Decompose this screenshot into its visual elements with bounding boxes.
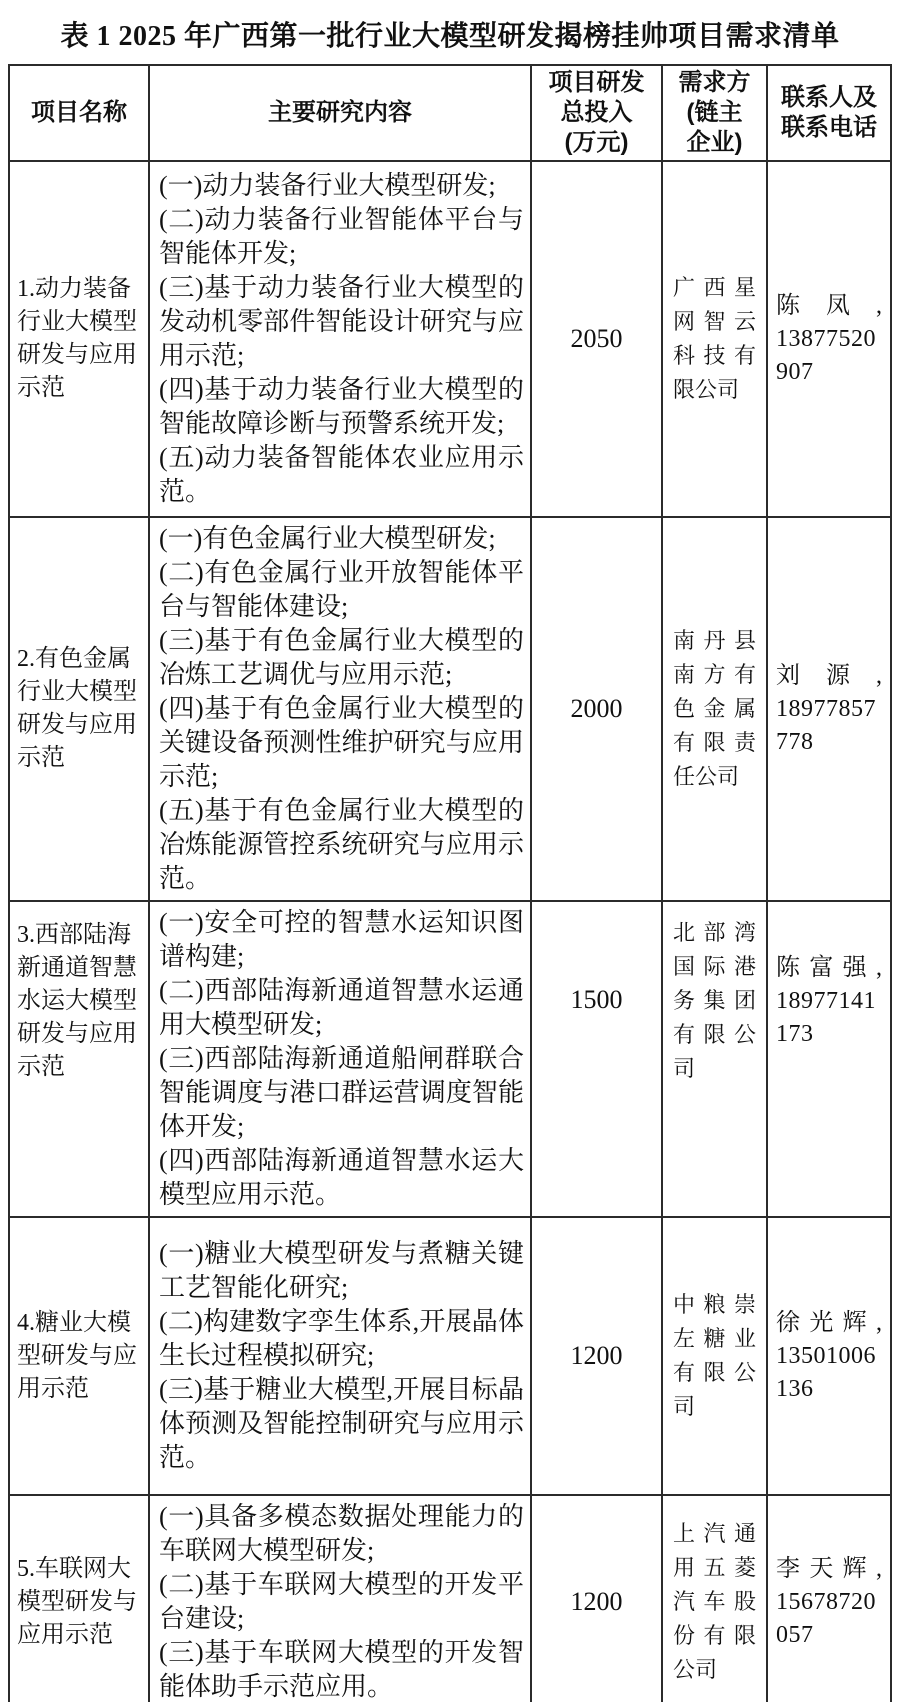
table-row [9,161,891,517]
header-contact-line: 联系人及 [781,84,877,111]
investment-cell: 2000 [531,517,662,901]
demander-cell: 北部湾国际港务集团有限公司 [662,901,767,1217]
content-item: (二)西部陆海新通道智慧水运通用大模型研发; [159,976,524,1039]
header-contact [767,65,891,161]
header-demander-line: 需求方 [678,69,751,96]
content-item: (三)基于车联网大模型的开发智能体助手示范应用。 [159,1638,524,1701]
content-item: (二)动力装备行业智能体平台与智能体开发; [159,205,524,268]
contact-name: 陈富强, [776,954,882,981]
investment-cell: 1500 [531,901,662,1217]
content-item: (三)基于有色金属行业大模型的冶炼工艺调优与应用示范; [159,626,524,689]
contact-cell [767,161,891,517]
project-name-cell: 4.糖业大模型研发与应用示范 [9,1217,149,1495]
content-item: (四)基于有色金属行业大模型的关键设备预测性维护研究与应用示范; [159,694,524,791]
header-investment-line: 项目研发 [548,69,645,96]
content-item: (一)安全可控的智慧水运知识图谱构建; [159,908,524,971]
contact-phone: 18977141173 [776,987,876,1047]
header-investment-line: 总投入 [560,99,633,126]
contact-name: 徐光辉, [776,1309,882,1336]
investment-cell: 1200 [531,1495,662,1702]
content-item: (一)具备多模态数据处理能力的车联网大模型研发; [159,1502,524,1565]
research-content-cell [149,161,531,517]
content-item: (一)有色金属行业大模型研发; [159,524,496,553]
contact-name: 李天辉, [776,1555,882,1582]
table-row [9,901,891,1217]
header-investment-line: (万元) [564,129,629,156]
contact-cell [767,1495,891,1702]
content-item: (三)基于动力装备行业大模型的发动机零部件智能设计研究与应用示范; [159,273,524,370]
project-name-cell: 2.有色金属行业大模型研发与应用示范 [9,517,149,901]
header-demander [662,65,767,161]
content-item: (五)动力装备智能体农业应用示范。 [159,443,524,506]
content-item: (五)基于有色金属行业大模型的冶炼能源管控系统研究与应用示范。 [159,796,524,893]
content-item: (四)西部陆海新通道智慧水运大模型应用示范。 [159,1146,524,1209]
contact-phone: 18977857778 [776,695,876,755]
table-header-row [9,65,891,161]
contact-phone: 15678720057 [776,1588,876,1648]
table-row [9,517,891,901]
contact-cell [767,517,891,901]
requirements-table [8,64,892,1702]
content-item: (三)基于糖业大模型,开展目标晶体预测及智能控制研究与应用示范。 [159,1375,524,1472]
header-project-name: 项目名称 [9,65,149,161]
content-item: (一)动力装备行业大模型研发; [159,171,496,200]
project-name-cell: 5.车联网大模型研发与应用示范 [9,1495,149,1702]
table-row [9,1217,891,1495]
header-contact-line: 联系电话 [781,114,877,141]
header-research-content: 主要研究内容 [149,65,531,161]
page-title: 表 1 2025 年广西第一批行业大模型研发揭榜挂帅项目需求清单 [60,21,840,52]
header-demander-line: (链主 [686,99,743,126]
investment-cell: 2050 [531,161,662,517]
content-item: (三)西部陆海新通道船闸群联合智能调度与港口群运营调度智能体开发; [159,1044,524,1141]
table-row [9,1495,891,1702]
contact-cell [767,1217,891,1495]
header-investment [531,65,662,161]
content-item: (一)糖业大模型研发与煮糖关键工艺智能化研究; [159,1239,524,1302]
project-name-cell: 1.动力装备行业大模型研发与应用示范 [9,161,149,517]
research-content-cell [149,517,531,901]
investment-cell: 1200 [531,1217,662,1495]
contact-name: 刘源, [776,662,882,689]
research-content-cell [149,1495,531,1702]
content-item: (四)基于动力装备行业大模型的智能故障诊断与预警系统开发; [159,375,524,438]
content-item: (二)基于车联网大模型的开发平台建设; [159,1570,524,1633]
research-content-cell [149,901,531,1217]
demander-cell: 南丹县南方有色金属有限责任公司 [662,517,767,901]
contact-phone: 13501006136 [776,1342,876,1402]
contact-phone: 13877520907 [776,325,876,385]
demander-cell: 中粮崇左糖业有限公司 [662,1217,767,1495]
project-name-cell: 3.西部陆海新通道智慧水运大模型研发与应用示范 [9,901,149,1217]
demander-cell: 广西星网智云科技有限公司 [662,161,767,517]
demander-cell: 上汽通用五菱汽车股份有限公司 [662,1495,767,1702]
content-item: (二)有色金属行业开放智能体平台与智能体建设; [159,558,524,621]
content-item: (二)构建数字孪生体系,开展晶体生长过程模拟研究; [159,1307,524,1370]
contact-name: 陈凤, [776,292,882,319]
research-content-cell [149,1217,531,1495]
contact-cell [767,901,891,1217]
header-demander-line: 企业) [686,129,743,156]
